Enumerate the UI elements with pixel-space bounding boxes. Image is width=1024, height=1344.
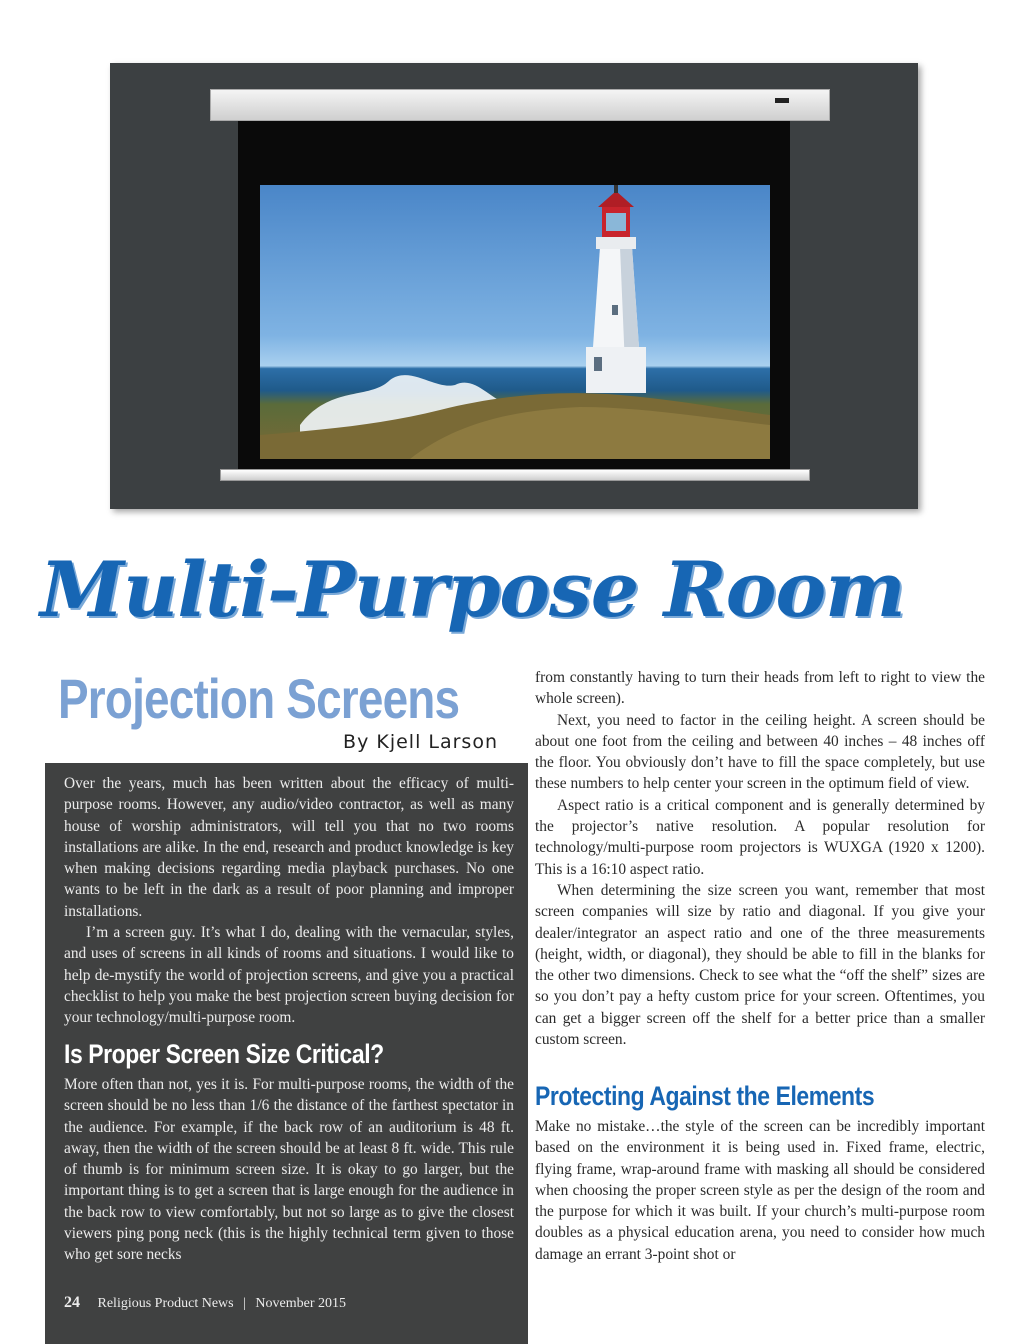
hero-image bbox=[110, 63, 918, 509]
screen-bottom-bar bbox=[220, 469, 810, 481]
paragraph: I’m a screen guy. It’s what I do, dealing with the vernacular, styles, and uses of screens in all kinds of rooms and situations. I would like to help de-mystify the world of projection screens, and give you a practical checklist to help you make the best projection screen buying decision for your technology/multi-purpose room. bbox=[64, 924, 514, 1027]
paragraph: Aspect ratio is a critical component and is generally determined by the projector’s native resolution. A popular resolution for technology/multi-purpose room projectors is WUXGA (1920 x 1200). This is a 16:10 aspect ratio. bbox=[535, 796, 985, 878]
footer-separator: | bbox=[243, 1296, 246, 1311]
page-number: 24 bbox=[64, 1294, 80, 1311]
page-footer bbox=[64, 1294, 346, 1312]
publication-name: Religious Product News bbox=[97, 1296, 234, 1311]
issue-date: November 2015 bbox=[255, 1296, 347, 1311]
lighthouse-photo bbox=[260, 185, 770, 459]
paragraph: When determining the size screen you want, remember that most screen companies will size by ratio and diagonal. If you give your dealer/integrator an aspect ratio and one of the three measurements (height, width, or diagonal), they should be able to fill in the blanks for the other two dimensions. Check to see what the “off the shelf” sizes are so you don’t pay a hefty custom price for your screen. Oftentimes, you can get a bigger screen off the shelf for a better price than a smaller custom screen. bbox=[535, 881, 985, 1049]
byline: By Kjell Larson bbox=[343, 731, 498, 753]
right-column-top bbox=[535, 667, 985, 1050]
paragraph: Make no mistake…the style of the screen can be incredibly important based on the environment it is being used in. Fixed frame, electric, flying frame, wrap-around frame with masking all should be considered when choosing the proper screen style as per the design of the room and the purpose for which it was built. If your church’s multi-purpose room doubles as a physical education arena, you need to consider how much damage an errant 3-point shot or bbox=[535, 1118, 985, 1263]
lighthouse-illustration bbox=[260, 185, 770, 459]
paragraph: More often than not, yes it is. For multi-purpose rooms, the width of the screen should be no less than 1/6 the distance of the farthest spectator in the audience. For example, if the back row of an auditorium is 48 ft. away, then the width of the screen should be at least 8 ft. wide. This rule of thumb is for minimum screen size. It is okay to go larger, but the important thing is to get a screen that is large enough for the audience in the back row to view comfortably, but not so large as to give the closest viewers ping pong neck (this is the highly technical term given to those who get sore necks bbox=[64, 1076, 514, 1264]
housing-indicator bbox=[775, 98, 789, 103]
page-subtitle: Projection Screens bbox=[58, 667, 460, 730]
paragraph: Over the years, much has been written about the efficacy of multi-purpose rooms. However, any audio/video contractor, as well as many house of worship administrators, will tell you that no two rooms installations are alike. In the end, research and product knowledge is key when making decisions regarding media playback purchases. No one wants to be left in the dark as a result of poor planning and improper installations. bbox=[64, 775, 514, 920]
paragraph: from constantly having to turn their heads from left to right to view the whole screen). bbox=[535, 669, 985, 708]
page-title: Multi-Purpose Room bbox=[40, 545, 905, 634]
section-heading-elements: Protecting Against the Elements bbox=[535, 1081, 875, 1111]
right-column-bottom bbox=[535, 1116, 985, 1265]
section-heading-screen-size: Is Proper Screen Size Critical? bbox=[64, 1039, 384, 1069]
screen-housing bbox=[210, 89, 830, 121]
paragraph: Next, you need to factor in the ceiling height. A screen should be about one foot from the ceiling and between 40 inches – 48 inches off the floor. You obviously don’t have to fill the space completely, but use these numbers to help center your screen in the optimum field of view. bbox=[535, 711, 985, 793]
left-column-body bbox=[64, 1074, 514, 1266]
left-column-intro bbox=[64, 773, 514, 1029]
